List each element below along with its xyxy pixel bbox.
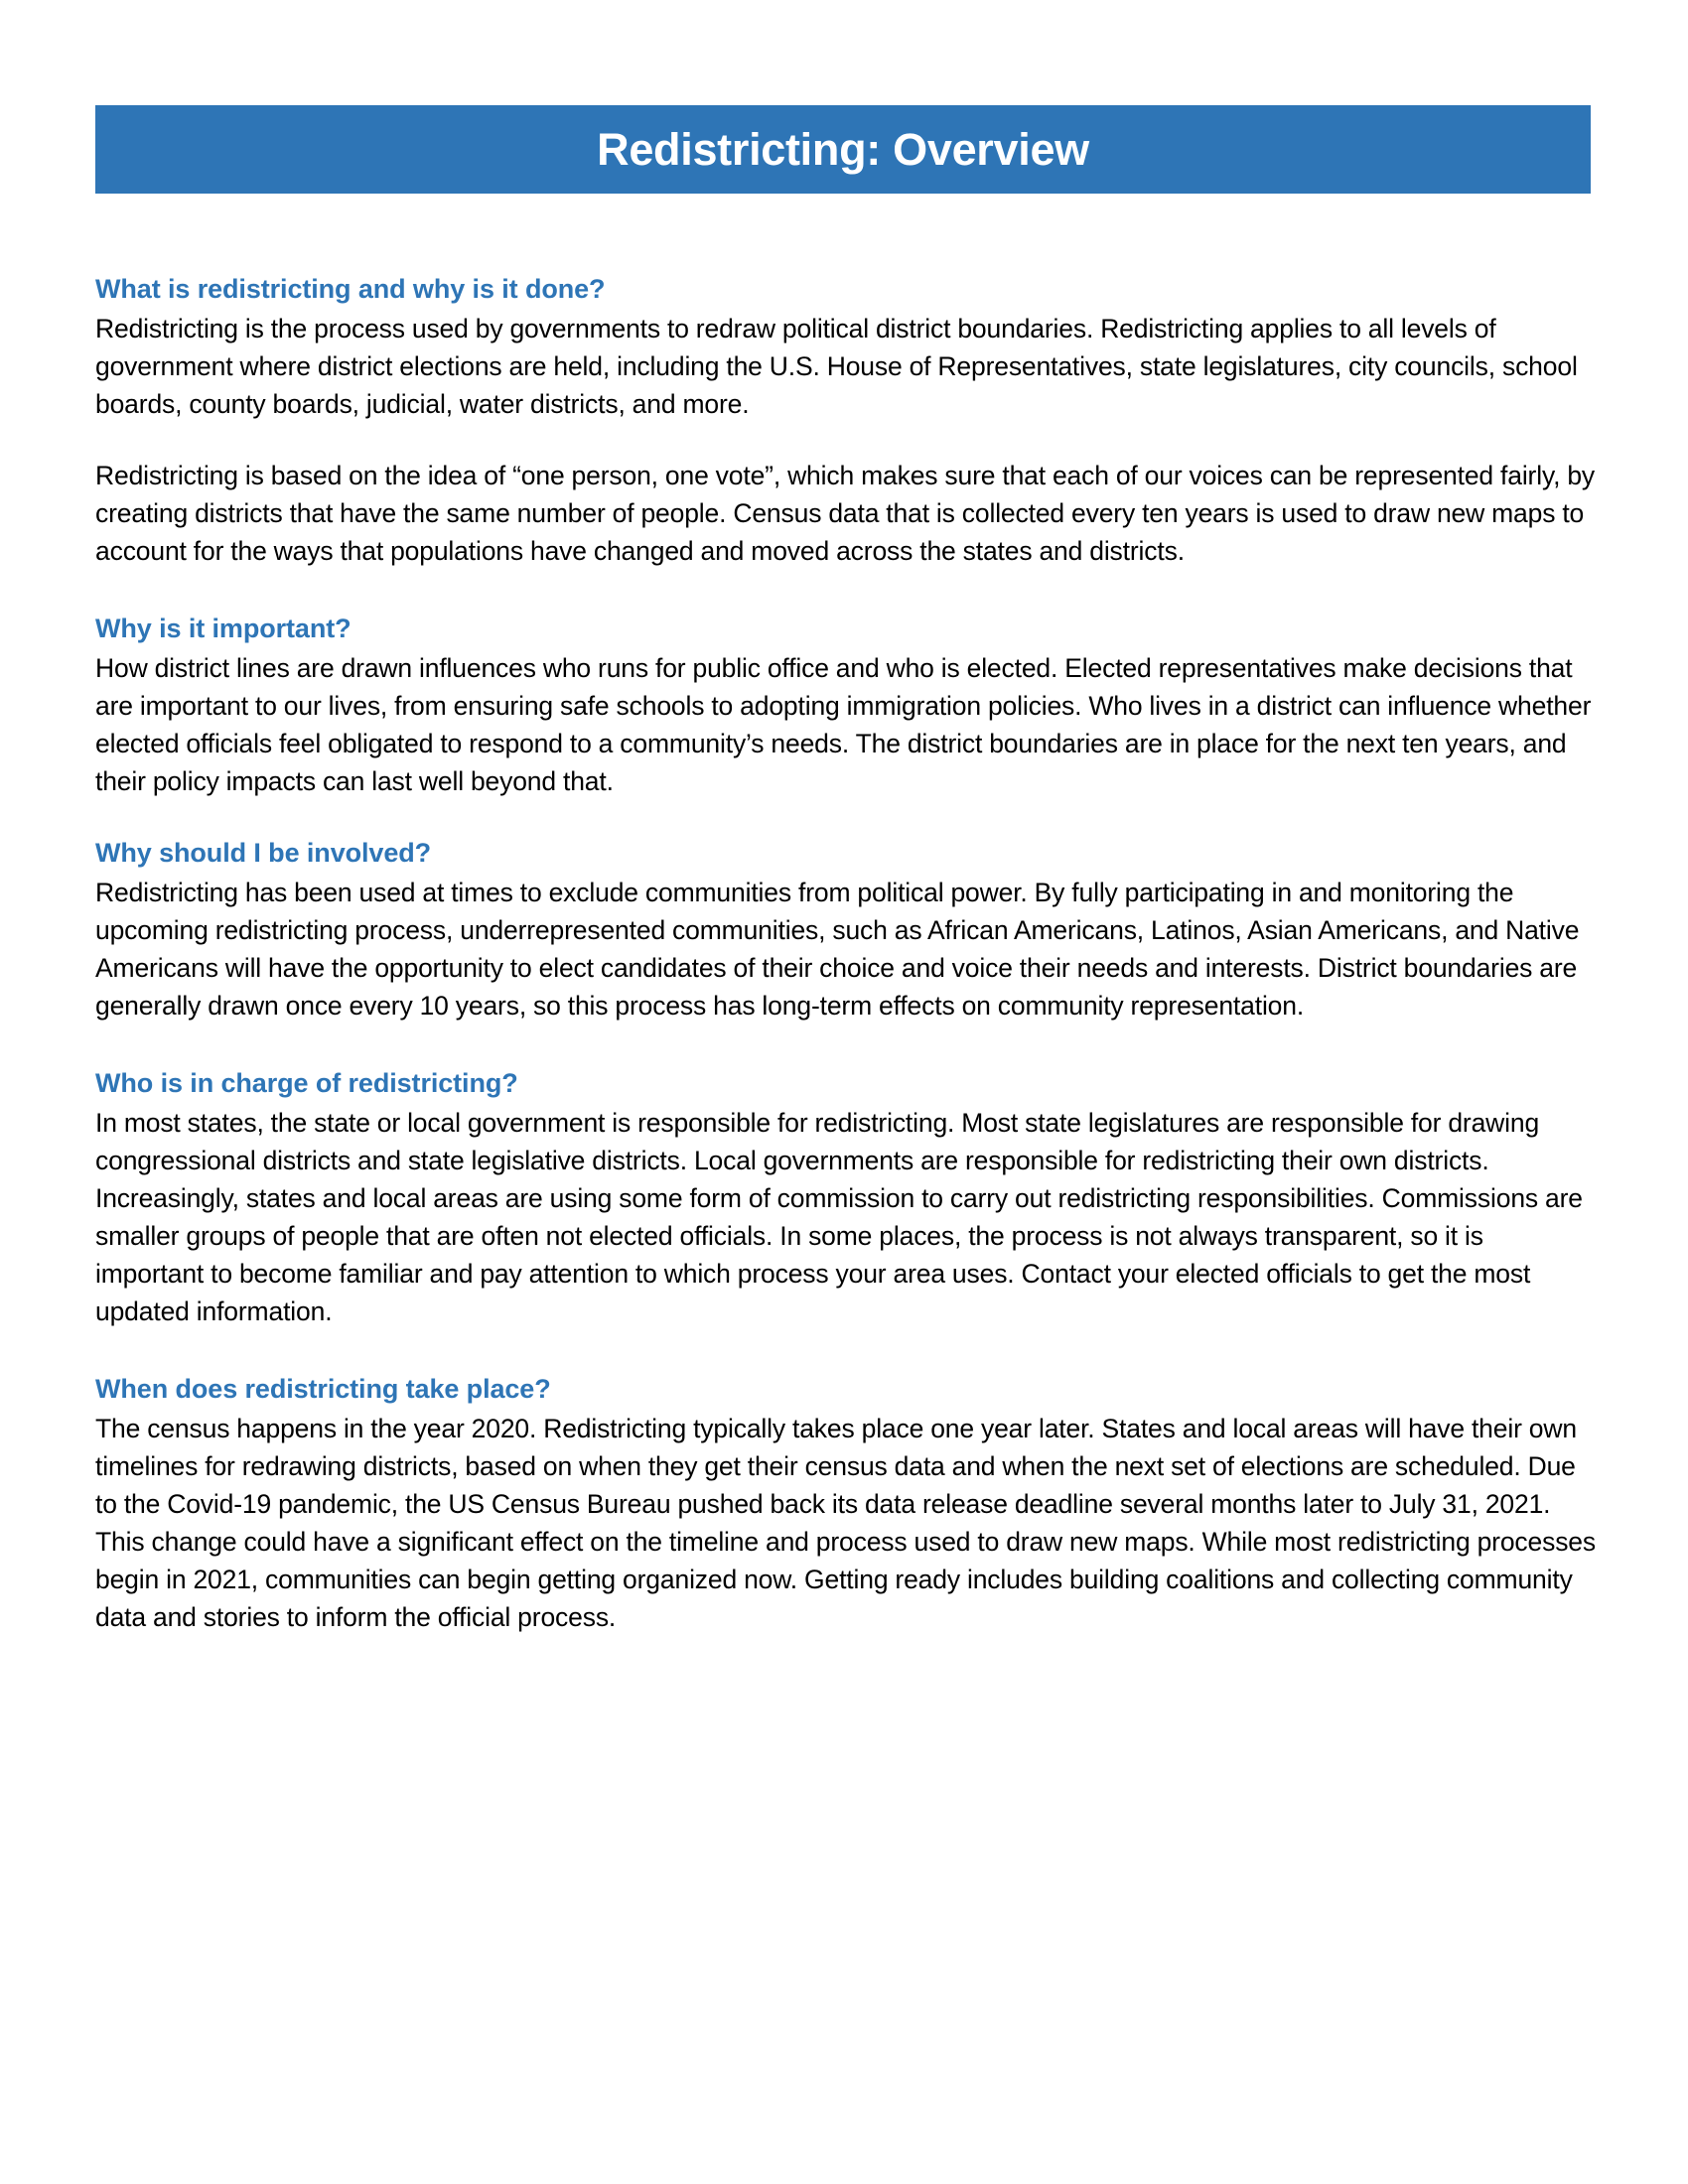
section-paragraph: How district lines are drawn influences who runs for public office and who is elected. Elected representatives make decisions that are important to our lives, from ensuring safe schools to adopting immigration policies. Who lives in a district can influence whether elected officials feel obligated to respond to a community’s needs. The district boundaries are in place for the next ten years, and their policy impacts can last well beyond that. bbox=[95, 653, 1592, 796]
section-heading: When does redistricting take place? bbox=[95, 1374, 551, 1404]
section-spacer bbox=[95, 570, 1597, 610]
section-heading: Why should I be involved? bbox=[95, 838, 432, 868]
section-heading: Who is in charge of redistricting? bbox=[95, 1068, 518, 1098]
section-paragraph: Redistricting has been used at times to exclude communities from political power. By fully participating in and monitoring the upcoming redistricting process, underrepresented communities, such as African Americans, Latinos, Asian Americans, and Native Americans will have the opportunity to elect candidates of their choice and voice their needs and interests. District boundaries are generally drawn once every 10 years, so this process has long-term effects on community representation. bbox=[95, 878, 1580, 1021]
section-paragraph: In most states, the state or local government is responsible for redistricting. Most state legislatures are responsible for drawing congressional districts and state legislative districts. Local governments are responsible for redistricting their own districts. Increasingly, states and local areas are using some form of commission to carry out redistricting responsibilities. Commissions are smaller groups of people that are often not elected officials. In some places, the process is not always transparent, so it is important to become familiar and pay attention to which process your area uses. Contact your elected officials to get the most updated information. bbox=[95, 1108, 1583, 1326]
section-heading: Why is it important? bbox=[95, 614, 352, 643]
section-what-is-redistricting bbox=[95, 270, 1597, 570]
section-paragraph: Redistricting is the process used by governments to redraw political district boundaries. Redistricting applies to all levels of government where district elections are held, including the U.S. House of Representatives, state legislatures, city councils, school boards, county boards, judicial, water districts, and more. bbox=[95, 314, 1578, 419]
section-why-is-it-important bbox=[95, 610, 1597, 800]
paragraph-spacer bbox=[95, 423, 1597, 457]
section-who-is-in-charge bbox=[95, 1064, 1597, 1330]
section-why-should-i-be-involved bbox=[95, 834, 1597, 1024]
section-paragraph: The census happens in the year 2020. Redistricting typically takes place one year later. States and local areas will have their own timelines for redrawing districts, based on when they get their census data and when the next set of elections are scheduled. Due to the Covid-19 pandemic, the US Census Bureau pushed back its data release deadline several months later to July 31, 2021. This change could have a significant effect on the timeline and process used to draw new maps. While most redistricting processes begin in 2021, communities can begin getting organized now. Getting ready includes building coalitions and collecting community data and stories to inform the official process. bbox=[95, 1414, 1596, 1632]
section-spacer bbox=[95, 1024, 1597, 1064]
page-title: Redistricting: Overview bbox=[597, 124, 1089, 175]
section-heading: What is redistricting and why is it done? bbox=[95, 274, 606, 304]
title-banner bbox=[95, 105, 1591, 194]
section-spacer bbox=[95, 1330, 1597, 1370]
section-when-does-it-take-place bbox=[95, 1370, 1597, 1636]
section-spacer bbox=[95, 800, 1597, 834]
section-paragraph: Redistricting is based on the idea of “one person, one vote”, which makes sure that each of our voices can be represented fairly, by creating districts that have the same number of people. Census data that is collected every ten years is used to draw new maps to account for the ways that populations have changed and moved across the states and districts. bbox=[95, 461, 1596, 566]
document-body bbox=[95, 270, 1597, 1636]
